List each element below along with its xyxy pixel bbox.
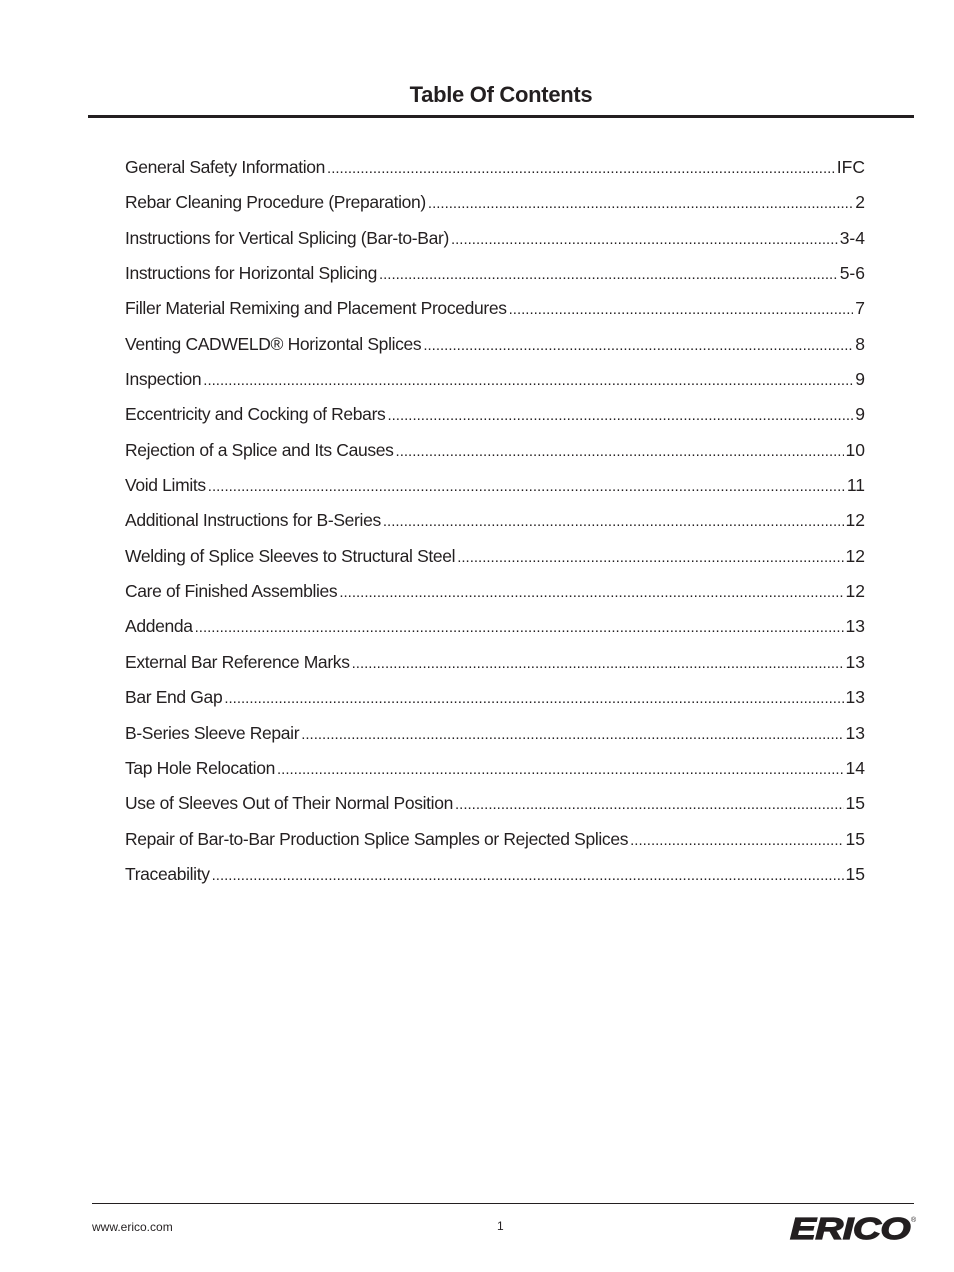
toc-entry[interactable] [125, 751, 865, 786]
toc-entry-title: Rebar Cleaning Procedure (Preparation) [125, 192, 426, 213]
toc-entry-page: 2 [855, 192, 865, 213]
logo-registered-mark: ® [911, 1217, 917, 1224]
toc-entry-title: Bar End Gap [125, 687, 223, 708]
erico-logo [788, 1213, 918, 1243]
toc-entry-title: Rejection of a Splice and Its Causes [125, 439, 394, 460]
toc-entry-page: 13 [845, 687, 865, 708]
toc-entry-page: 7 [855, 298, 865, 319]
toc-dot-leader [327, 151, 835, 185]
toc-entry-title: Venting CADWELD® Horizontal Splices [125, 333, 422, 354]
toc-entry-page: 12 [845, 581, 865, 602]
toc-entry-title: Instructions for Horizontal Splicing [125, 263, 377, 284]
toc-entry-page: 3-4 [839, 227, 865, 248]
toc-dot-leader [451, 222, 838, 256]
toc-entry-page: 15 [845, 793, 865, 814]
toc-entry-title: Addenda [125, 616, 193, 637]
page-title: Table Of Contents [409, 82, 593, 107]
toc-entry[interactable] [125, 574, 865, 609]
toc-entry[interactable] [125, 433, 865, 468]
toc-entry[interactable] [125, 291, 865, 326]
toc-dot-leader [203, 363, 853, 397]
toc-entry-page: 13 [845, 616, 865, 637]
toc-entry-title: Filler Material Remixing and Placement Procedures [125, 298, 507, 319]
toc-entry[interactable] [125, 185, 865, 220]
toc-dot-leader [509, 292, 854, 326]
toc-entry-page: 11 [846, 475, 865, 496]
toc-entry[interactable] [125, 857, 865, 892]
toc-entry-page: IFC [836, 157, 865, 177]
toc-dot-leader [195, 610, 844, 644]
footer-website-link[interactable]: www.erico.com [92, 1220, 173, 1234]
toc-entry-page: 15 [845, 828, 865, 849]
toc-dot-leader [379, 257, 838, 291]
toc-entry[interactable] [125, 539, 865, 574]
toc-entry-title: B-Series Sleeve Repair [125, 722, 300, 743]
toc-entry[interactable] [125, 822, 865, 857]
toc-dot-leader [455, 787, 844, 821]
toc-entry-page: 15 [845, 863, 865, 884]
toc-entry-title: External Bar Reference Marks [125, 651, 350, 672]
toc-entry[interactable] [125, 256, 865, 291]
toc-entry[interactable] [125, 716, 865, 751]
toc-dot-leader [428, 186, 853, 220]
toc-dot-leader [277, 752, 844, 786]
toc-entry-title: Welding of Splice Sleeves to Structural Steel [125, 545, 456, 566]
toc-dot-leader [383, 504, 844, 538]
toc-dot-leader [339, 575, 843, 609]
toc-entry-page: 12 [845, 545, 865, 566]
toc-dot-leader [423, 328, 853, 362]
toc-entry-title: Inspection [125, 369, 202, 390]
toc-dot-leader [396, 434, 844, 468]
toc-entry-title: Use of Sleeves Out of Their Normal Position [125, 793, 453, 814]
logo-wordmark: ERICO [790, 1213, 911, 1243]
toc-entry-page: 13 [845, 722, 865, 743]
toc-entry[interactable] [125, 680, 865, 715]
toc-entry[interactable] [125, 221, 865, 256]
toc-dot-leader [301, 717, 843, 751]
toc-dot-leader [224, 681, 843, 715]
footer-divider [92, 1203, 914, 1204]
toc-entry[interactable] [125, 468, 865, 503]
footer-page-number: 1 [497, 1219, 504, 1233]
table-of-contents [125, 150, 865, 892]
toc-entry-title: General Safety Information [125, 157, 326, 177]
toc-entry-page: 13 [845, 651, 865, 672]
toc-entry-title: Traceability [125, 863, 210, 884]
toc-entry[interactable] [125, 150, 865, 185]
toc-entry-title: Repair of Bar-to-Bar Production Splice Samples or Rejected Splices [125, 828, 629, 849]
toc-entry[interactable] [125, 645, 865, 680]
toc-entry[interactable] [125, 503, 865, 538]
toc-entry[interactable] [125, 397, 865, 432]
toc-dot-leader [387, 398, 853, 432]
toc-entry-title: Instructions for Vertical Splicing (Bar-to-Bar) [125, 227, 449, 248]
toc-entry[interactable] [125, 327, 865, 362]
toc-entry[interactable] [125, 786, 865, 821]
toc-entry-page: 9 [855, 369, 865, 390]
toc-dot-leader [352, 646, 844, 680]
toc-dot-leader [630, 823, 843, 857]
toc-dot-leader [212, 858, 844, 892]
toc-dot-leader [457, 540, 843, 574]
toc-entry-page: 9 [855, 404, 865, 425]
toc-dot-leader [208, 469, 845, 503]
toc-entry-title: Care of Finished Assemblies [125, 581, 338, 602]
title-divider [88, 115, 914, 118]
toc-entry-page: 8 [855, 333, 865, 354]
toc-entry-page: 5-6 [839, 263, 865, 284]
toc-entry-title: Tap Hole Relocation [125, 757, 275, 778]
toc-entry-title: Additional Instructions for B-Series [125, 510, 381, 531]
toc-entry-title: Void Limits [125, 475, 206, 496]
toc-entry[interactable] [125, 362, 865, 397]
toc-entry[interactable] [125, 609, 865, 644]
toc-entry-page: 12 [845, 510, 865, 531]
toc-entry-page: 10 [845, 439, 865, 460]
toc-entry-page: 14 [845, 757, 865, 778]
toc-entry-title: Eccentricity and Cocking of Rebars [125, 404, 386, 425]
